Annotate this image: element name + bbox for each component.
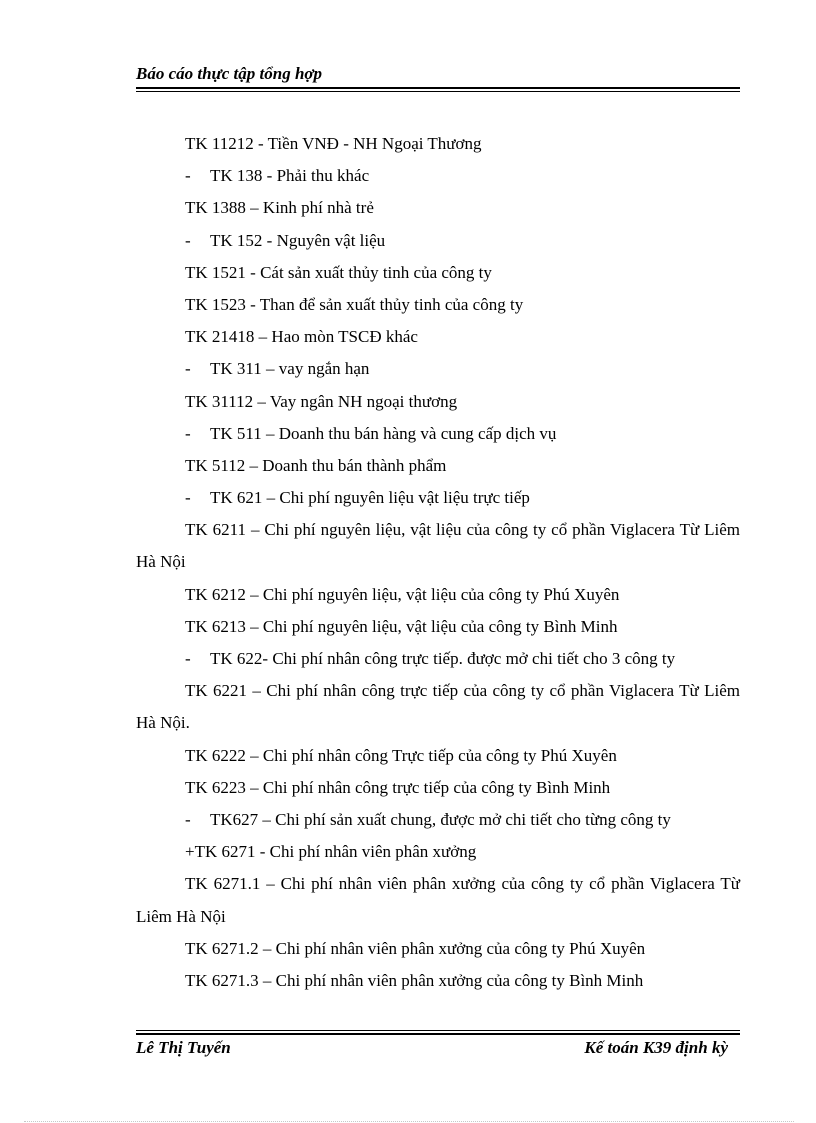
- account-paragraph: TK 6271.1 – Chi phí nhân viên phân xưởng của công ty cổ phần Viglacera Từ Liêm Hà Nội: [136, 874, 740, 926]
- header-rule-thin: [136, 91, 740, 92]
- account-bullet-line: [136, 353, 740, 385]
- account-line: TK 6271.2 – Chi phí nhân viên phân xưởng của công ty Phú Xuyên: [185, 938, 646, 958]
- account-bullet-text: TK 311 – vay ngắn hạn: [210, 359, 370, 379]
- footer-class-label: Kế toán K39 định kỳ: [584, 1038, 728, 1057]
- account-bullet-line: [136, 418, 740, 450]
- account-paragraph: TK 6211 – Chi phí nguyên liệu, vật liệu của công ty cổ phần Viglacera Từ Liêm Hà Nội: [136, 520, 740, 572]
- account-bullet-line: [136, 643, 740, 675]
- account-line: TK 6212 – Chi phí nguyên liệu, vật liệu của công ty Phú Xuyên: [185, 584, 620, 604]
- bullet-dash: -: [185, 423, 191, 443]
- account-line: TK 1523 - Than để sản xuất thủy tinh của công ty: [185, 294, 524, 314]
- account-line: TK 1521 - Cát sản xuất thủy tinh của công ty: [185, 262, 492, 282]
- account-bullet-line: [136, 482, 740, 514]
- account-bullet-text: TK 511 – Doanh thu bán hàng và cung cấp dịch vụ: [210, 423, 557, 443]
- account-line: TK 6213 – Chi phí nguyên liệu, vật liệu của công ty Bình Minh: [185, 616, 618, 636]
- account-line: TK 6223 – Chi phí nhân công trực tiếp của công ty Bình Minh: [185, 777, 611, 797]
- account-line: +TK 6271 - Chi phí nhân viên phân xưởng: [185, 842, 477, 862]
- bullet-dash: -: [185, 166, 191, 186]
- account-line: TK 6222 – Chi phí nhân công Trực tiếp của công ty Phú Xuyên: [185, 745, 617, 765]
- bullet-dash: -: [185, 488, 191, 508]
- account-line: TK 1388 – Kinh phí nhà trẻ: [185, 198, 374, 218]
- account-line: TK 11212 - Tiền VNĐ - NH Ngoại Thương: [185, 134, 482, 153]
- account-bullet-line: [136, 804, 740, 836]
- account-line: TK 21418 – Hao mòn TSCĐ khác: [185, 327, 418, 347]
- account-bullet-text: TK 152 - Nguyên vật liệu: [210, 230, 386, 250]
- account-bullet-text: TK627 – Chi phí sản xuất chung, được mở chi tiết cho từng công ty: [210, 810, 671, 829]
- footer-author: Lê Thị Tuyến: [136, 1038, 231, 1057]
- bullet-dash: -: [185, 649, 191, 669]
- account-paragraph: TK 6221 – Chi phí nhân công trực tiếp của công ty cổ phần Viglacera Từ Liêm Hà Nội.: [136, 681, 740, 733]
- account-line: TK 6271.3 – Chi phí nhân viên phân xưởng của công ty Bình Minh: [185, 970, 644, 990]
- account-line: TK 31112 – Vay ngân NH ngoại thương: [185, 391, 458, 411]
- footer-rule-thick: [136, 1033, 740, 1035]
- header-rule-thick: [136, 87, 740, 89]
- header-title: Báo cáo thực tập tổng hợp: [136, 64, 323, 83]
- account-bullet-text: TK 622- Chi phí nhân công trực tiếp. được mở chi tiết cho 3 công ty: [210, 649, 676, 669]
- account-line: TK 5112 – Doanh thu bán thành phẩm: [185, 455, 447, 475]
- page-footer: [136, 1030, 740, 1064]
- bullet-dash: -: [185, 810, 191, 829]
- account-bullet-line: [136, 225, 740, 257]
- page-edge-divider: [24, 1121, 794, 1122]
- bullet-dash: -: [185, 359, 191, 379]
- account-bullet-text: TK 621 – Chi phí nguyên liệu vật liệu trực tiếp: [210, 488, 530, 508]
- account-bullet-line: [136, 160, 740, 192]
- account-bullet-text: TK 138 - Phải thu khác: [210, 166, 370, 186]
- footer-rule-thin: [136, 1030, 740, 1031]
- bullet-dash: -: [185, 230, 191, 250]
- document-body: [136, 128, 740, 997]
- page-header: [136, 64, 740, 90]
